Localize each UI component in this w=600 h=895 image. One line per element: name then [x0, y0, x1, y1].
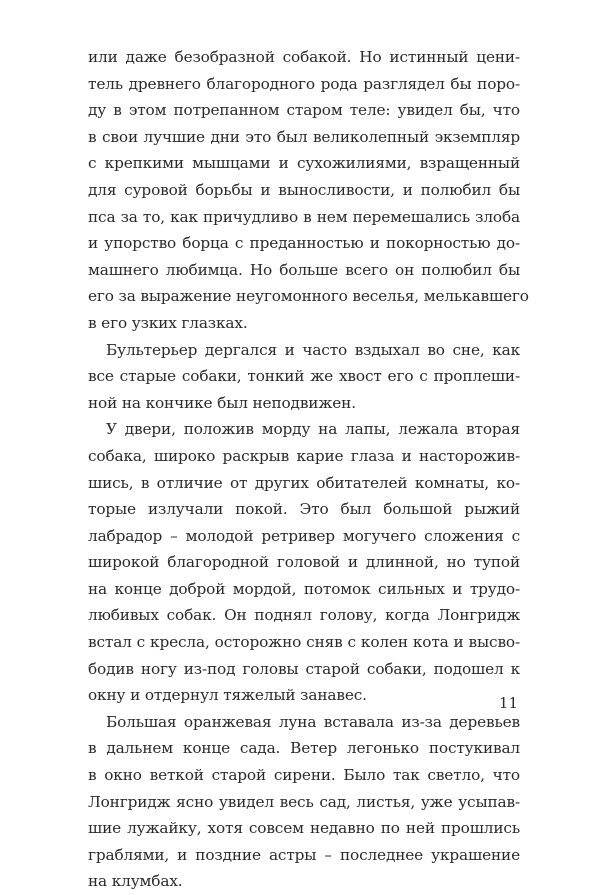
- text-line: все старые собаки, тонкий же хвост его с проплеши-: [88, 367, 520, 386]
- text-line: Лонгридж ясно увидел весь сад, листья, уже усыпав-: [88, 792, 520, 811]
- text-line: лабрадор – молодой ретривер могучего сложения с: [88, 526, 520, 545]
- page-number: 11: [498, 694, 518, 712]
- text-line: Бультерьер дергался и часто вздыхал во сне, как: [106, 340, 520, 359]
- body-text: [88, 44, 529, 895]
- text-line: бодив ногу из-под головы старой собаки, подошел к: [88, 659, 520, 678]
- paragraph: [88, 709, 520, 895]
- text-line: торые излучали покой. Это был большой рыжий: [88, 500, 520, 519]
- text-line: любивых собак. Он поднял голову, когда Лонгридж: [88, 606, 520, 625]
- text-line: пса за то, как причудливо в нем перемешались злоба: [88, 207, 520, 226]
- paragraph: [88, 416, 520, 709]
- text-line: на клумбах.: [88, 872, 183, 891]
- text-line: Большая оранжевая луна вставала из-за деревьев: [106, 712, 520, 731]
- text-line: в свои лучшие дни это был великолепный экземпляр: [88, 127, 520, 146]
- text-line: У двери, положив морду на лапы, лежала вторая: [106, 420, 520, 439]
- text-line: в дальнем конце сада. Ветер легонько постукивал: [88, 739, 520, 758]
- paragraph: [88, 337, 520, 417]
- text-line: в его узких глазках.: [88, 313, 248, 332]
- text-line: его за выражение неугомонного веселья, мелькавшего: [88, 287, 529, 306]
- text-line: тель древнего благородного рода разглядел бы поро-: [88, 74, 520, 93]
- text-line: граблями, и поздние астры – последнее украшение: [88, 845, 520, 864]
- text-line: собака, широко раскрыв карие глаза и насторожив-: [88, 446, 520, 465]
- text-line: окну и отдернул тяжелый занавес.: [88, 686, 367, 705]
- paragraph: [88, 44, 529, 337]
- text-line: ду в этом потрепанном старом теле: увидел бы, что: [88, 101, 520, 120]
- text-line: для суровой борьбы и выносливости, и полюбил бы: [88, 180, 520, 199]
- text-line: встал с кресла, осторожно сняв с колен кота и высво-: [88, 633, 520, 652]
- text-line: шие лужайку, хотя совсем недавно по ней прошлись: [88, 819, 520, 838]
- text-line: шись, в отличие от других обитателей комнаты, ко-: [88, 473, 520, 492]
- text-line: ной на кончике был неподвижен.: [88, 393, 356, 412]
- text-line: машнего любимца. Но больше всего он полюбил бы: [88, 260, 520, 279]
- text-line: широкой благородной головой и длинной, но тупой: [88, 553, 520, 572]
- text-line: в окно веткой старой сирени. Было так светло, что: [88, 766, 520, 785]
- text-line: с крепкими мышцами и сухожилиями, взращенный: [88, 154, 520, 173]
- text-line: или даже безобразной собакой. Но истинный цени-: [88, 48, 520, 66]
- text-line: и упорство борца с преданностью и покорностью до-: [88, 234, 520, 253]
- text-line: на конце доброй мордой, потомок сильных и трудо-: [88, 579, 520, 598]
